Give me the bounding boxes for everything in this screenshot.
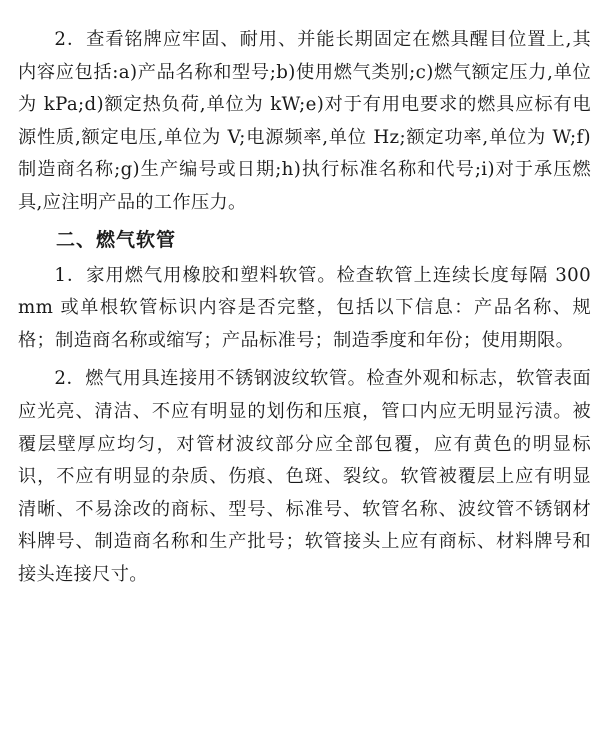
paragraph-nameplate-requirements: 2．查看铭牌应牢固、耐用、并能长期固定在燃具醒目位置上,其内容应包括:a)产品名称和型号;b)使用燃气类别;c)燃气额定压力,单位为 kPa;d)额定热负荷,单位为 kW;e)对于有用电要求的燃具应标有电源性质,额定电压,单位为 V;电源频率,单位 Hz;额定功率,单位为 W;f)制造商名称;g)生产编号或日期;h)执行标准名称和代号;i)对于承压燃具,应注明产品的工作压力。 [18, 29, 591, 213]
paragraph-stainless-steel-hose: 2．燃气用具连接用不锈钢波纹软管。检查外观和标志，软管表面应光亮、清洁、不应有明显的划伤和压痕，管口内应无明显污渍。被覆层壁厚应均匀，对管材波纹部分应全部包覆，应有黄色的明显标识，不应有明显的杂质、伤痕、色斑、裂纹。软管被覆层上应有明显清晰、不易涂改的商标、型号、标准号、软管名称、波纹管不锈钢材料牌号、制造商名称和生产批号；软管接头上应有商标、材料牌号和接头连接尺寸。 [18, 368, 591, 585]
section-heading-gas-hose: 二、燃气软管 [56, 228, 177, 251]
paragraph-rubber-plastic-hose: 1．家用燃气用橡胶和塑料软管。检查软管上连续长度每隔 300 mm 或单根软管标识内容是否完整，包括以下信息：产品名称、规格；制造商名称或缩写；产品标准号；制造季度和年份；使用期限。 [18, 264, 591, 351]
